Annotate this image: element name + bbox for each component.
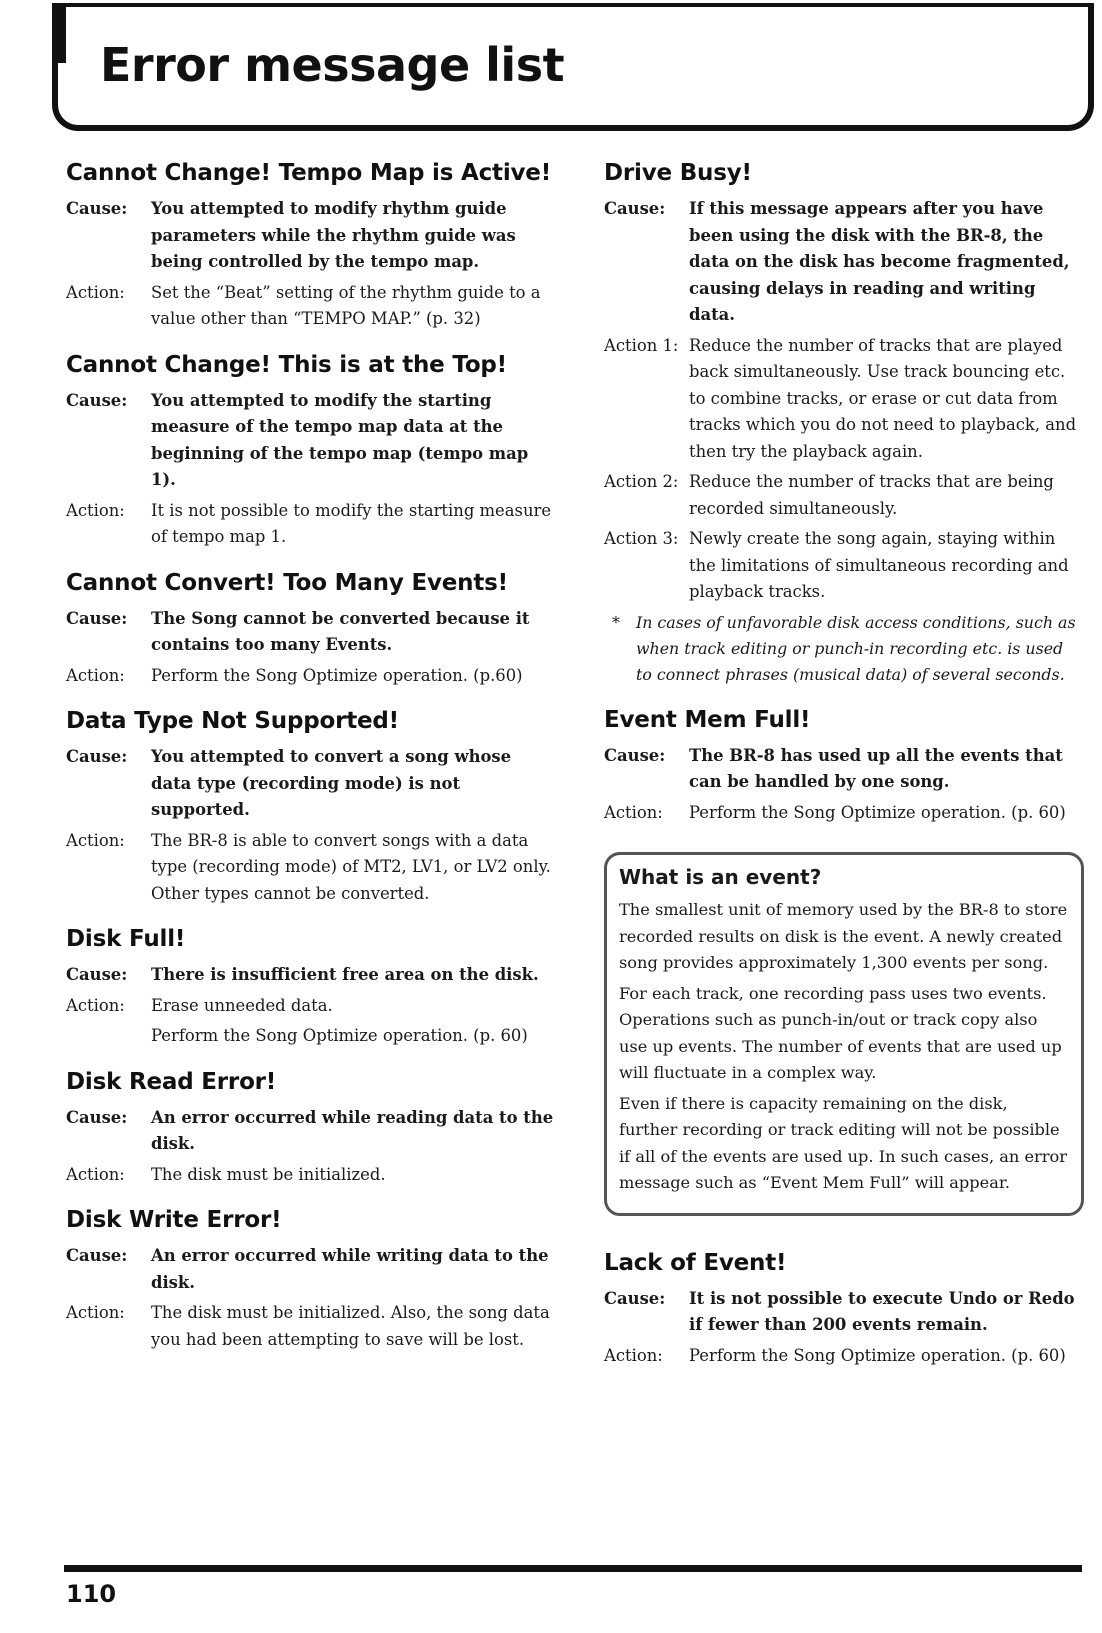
cause-label: Cause: xyxy=(604,1288,666,1308)
error-heading: Lack of Event! xyxy=(604,1249,787,1276)
event-box-title: What is an event? xyxy=(619,865,822,889)
error-entry xyxy=(66,570,556,690)
error-heading: Data Type Not Supported! xyxy=(66,708,399,734)
footnote xyxy=(612,610,1082,688)
error-heading: Drive Busy! xyxy=(604,160,752,186)
error-heading: Disk Full! xyxy=(66,926,186,952)
action-label: Action: xyxy=(66,1164,125,1184)
action-text: Newly create the song again, staying within the limitations of simultaneous recording and playback tracks. xyxy=(689,529,1069,601)
footer-rule xyxy=(64,1565,1082,1572)
cause-label: Cause: xyxy=(66,1107,128,1127)
cause-row xyxy=(66,606,556,659)
action-label: Action: xyxy=(66,665,125,685)
action-text: Reduce the number of tracks that are played back simultaneously. Use track bouncing etc. to combine tracks, or erase or cut data from tracks which you do not need to playback, and then try the playback again. xyxy=(689,335,1077,461)
cause-text: It is not possible to execute Undo or Redo if fewer than 200 events remain. xyxy=(689,1288,1075,1334)
action-label: Action: xyxy=(66,282,125,302)
error-entry xyxy=(66,1069,556,1189)
error-heading: Disk Read Error! xyxy=(66,1068,277,1095)
error-entry xyxy=(66,708,556,907)
action-row xyxy=(66,993,556,1020)
action-continuation-row xyxy=(66,1023,556,1050)
action-row xyxy=(604,469,1082,522)
action-label: Action: xyxy=(604,802,663,822)
cause-text: You attempted to modify rhythm guide parameters while the rhythm guide was being controlled by the tempo map. xyxy=(151,199,516,271)
action-text: The disk must be initialized. xyxy=(151,1164,386,1184)
action-row xyxy=(66,1162,556,1189)
action-label: Action: xyxy=(66,1303,125,1322)
cause-label: Cause: xyxy=(604,745,666,765)
error-entry xyxy=(66,1207,556,1353)
action-label: Action: xyxy=(66,830,125,850)
action-text: The disk must be initialized. Also, the song data you had been attempting to save will be lost. xyxy=(151,1303,550,1349)
cause-label: Cause: xyxy=(66,390,128,410)
action-label: Action 3: xyxy=(604,529,679,548)
action-row xyxy=(604,333,1082,466)
action-text: Perform the Song Optimize operation. (p. 60) xyxy=(689,1345,1066,1365)
page-number: 110 xyxy=(66,1580,117,1608)
cause-row xyxy=(66,1105,556,1158)
cause-label: Cause: xyxy=(604,199,666,218)
cause-text: You attempted to modify the starting measure of the tempo map data at the beginning of the tempo map (tempo map 1). xyxy=(151,390,529,489)
error-heading: Disk Write Error! xyxy=(66,1207,282,1233)
action-label: Action 1: xyxy=(604,335,679,355)
footnote-text: In cases of unfavorable disk access conditions, such as when track editing or punch-in recording etc. is used to connect phrases (musical data) of several seconds. xyxy=(636,612,1076,684)
error-entry xyxy=(66,926,556,1050)
cause-label: Cause: xyxy=(66,747,128,766)
left-column xyxy=(66,160,556,1372)
event-box-paragraph: The smallest unit of memory used by the BR-8 to store recorded results on disk is the event. A newly created song provides approximately 1,300 events per song. xyxy=(619,900,1068,972)
event-box-paragraph: For each track, one recording pass uses two events. Operations such as punch-in/out or track copy also use up events. The number of events that are used up will fluctuate in a complex way. xyxy=(619,983,1062,1082)
action-label: Action: xyxy=(66,500,125,520)
action-text: Perform the Song Optimize operation. (p.60) xyxy=(151,665,523,685)
cause-text: The Song cannot be converted because it contains too many Events. xyxy=(151,608,530,654)
action-row xyxy=(604,526,1082,606)
action-row xyxy=(66,1300,556,1353)
error-entry-lack-of-event xyxy=(604,1250,1082,1370)
action-label: Action: xyxy=(604,1345,663,1365)
cause-row xyxy=(66,962,556,989)
cause-text: If this message appears after you have been using the disk with the BR-8, the data on the disk has become fragmented, causing delays in reading and writing data. xyxy=(689,199,1070,324)
cause-row xyxy=(66,744,556,824)
cause-text: There is insufficient free area on the disk. xyxy=(151,965,539,984)
cause-row xyxy=(604,1286,1082,1339)
event-box-paragraph: Even if there is capacity remaining on the disk, further recording or track editing will not be possible if all of the events are used up. In such cases, an error message such as “Event Mem Full” will appear. xyxy=(619,1093,1068,1192)
action-row xyxy=(66,828,556,908)
asterisk-mark: * xyxy=(612,612,620,632)
action-label: Action 2: xyxy=(604,472,679,491)
cause-row xyxy=(66,388,556,494)
action-row xyxy=(66,663,556,690)
error-heading: Cannot Convert! Too Many Events! xyxy=(66,569,508,596)
cause-text: You attempted to convert a song whose data type (recording mode) is not supported. xyxy=(151,747,512,819)
error-entry xyxy=(66,352,556,551)
cause-row xyxy=(66,196,556,276)
cause-row xyxy=(66,1243,556,1296)
cause-label: Cause: xyxy=(66,965,128,984)
action-extra-text: Perform the Song Optimize operation. (p. 60) xyxy=(151,1026,528,1045)
cause-text: An error occurred while reading data to the disk. xyxy=(151,1107,554,1153)
action-text: Perform the Song Optimize operation. (p. 60) xyxy=(689,802,1066,822)
cause-label: Cause: xyxy=(66,199,128,218)
action-row xyxy=(66,280,556,333)
error-entry-drive-busy xyxy=(604,160,1082,688)
action-text: It is not possible to modify the starting measure of tempo map 1. xyxy=(151,500,552,546)
page-title: Error message list xyxy=(100,38,565,92)
action-text: The BR-8 is able to convert songs with a data type (recording mode) of MT2, LV1, or LV2 only. Other types cannot be converted. xyxy=(151,830,551,903)
action-row xyxy=(604,1343,1082,1370)
action-text: Erase unneeded data. xyxy=(151,995,333,1015)
action-row xyxy=(604,800,1082,827)
cause-text: The BR-8 has used up all the events that can be handled by one song. xyxy=(689,745,1063,791)
action-label: Action: xyxy=(66,995,125,1015)
right-column xyxy=(604,160,1082,1388)
cause-label: Cause: xyxy=(66,1246,128,1265)
action-text: Set the “Beat” setting of the rhythm guide to a value other than “TEMPO MAP.” (p. 32) xyxy=(151,282,541,328)
action-row xyxy=(66,498,556,551)
cause-row xyxy=(604,743,1082,796)
error-heading: Cannot Change! Tempo Map is Active! xyxy=(66,160,551,186)
what-is-an-event-box xyxy=(604,852,1084,1216)
error-heading: Event Mem Full! xyxy=(604,706,811,733)
action-text: Reduce the number of tracks that are being recorded simultaneously. xyxy=(689,472,1054,518)
cause-row xyxy=(604,196,1082,329)
error-entry xyxy=(66,160,556,333)
cause-label: Cause: xyxy=(66,608,128,628)
cause-text: An error occurred while writing data to the disk. xyxy=(151,1246,549,1292)
error-heading: Cannot Change! This is at the Top! xyxy=(66,351,507,378)
error-entry-event-mem-full xyxy=(604,707,1082,827)
